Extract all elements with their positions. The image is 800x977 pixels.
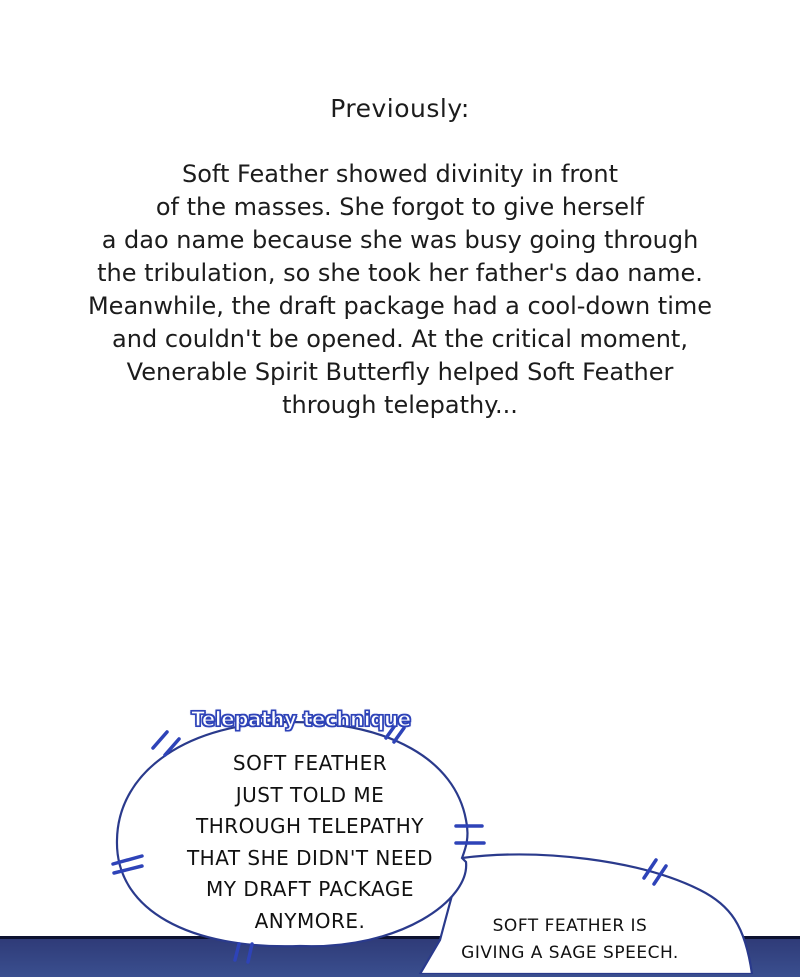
recap-line: Meanwhile, the draft package had a cool-down time bbox=[87, 292, 713, 320]
recap-line: Soft Feather showed divinity in front bbox=[182, 160, 618, 188]
bubble-line: MY DRAFT PACKAGE bbox=[205, 877, 415, 901]
recap-title: Previously: bbox=[330, 94, 470, 123]
bubble-line: ANYMORE. bbox=[254, 908, 366, 933]
telepathy-technique-label: Telepathy technique bbox=[191, 707, 411, 731]
bubble-line: GIVING A SAGE SPEECH. bbox=[461, 943, 679, 963]
bubble-line: JUST TOLD ME bbox=[235, 782, 385, 807]
speech-bubble-1-text bbox=[140, 748, 480, 937]
bubble-line: SOFT FEATHER bbox=[232, 751, 388, 775]
recap-line: a dao name because she was busy going through bbox=[101, 226, 699, 254]
recap-line: Venerable Spirit Butterfly helped Soft Feather bbox=[126, 358, 674, 386]
recap-line: through telepathy... bbox=[282, 391, 518, 419]
bubble-line: THAT SHE DIDN'T NEED bbox=[186, 845, 434, 870]
recap-line: of the masses. She forgot to give herself bbox=[155, 193, 645, 221]
recap-line: and couldn't be opened. At the critical moment, bbox=[112, 325, 688, 353]
recap-line: the tribulation, so she took her father's dao name. bbox=[97, 259, 703, 287]
speech-bubble-2-text bbox=[405, 913, 735, 967]
bubble-line: THROUGH TELEPATHY bbox=[196, 814, 424, 838]
bubble-line: SOFT FEATHER IS bbox=[492, 916, 648, 936]
